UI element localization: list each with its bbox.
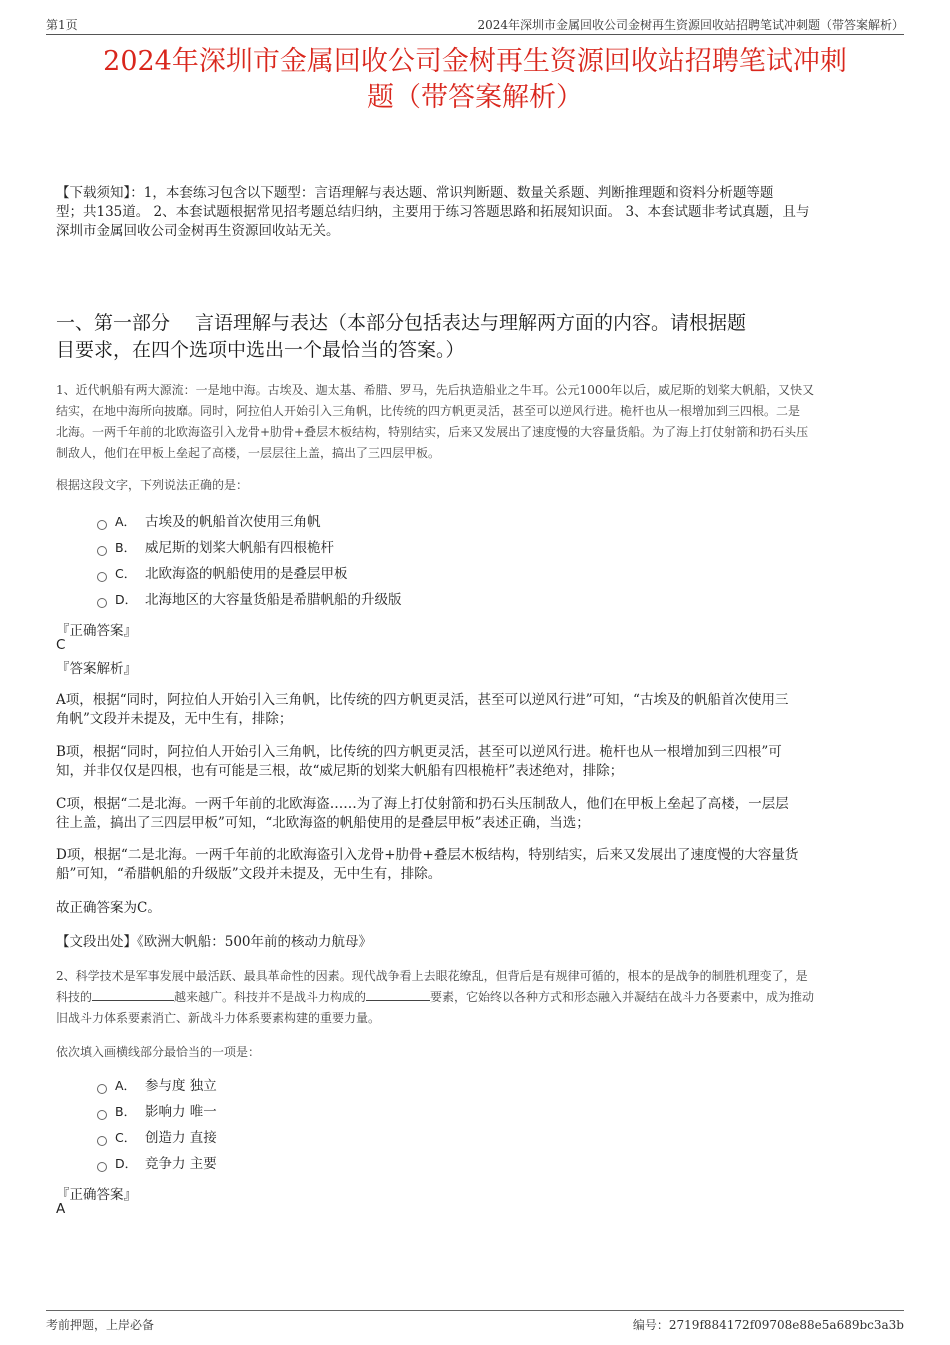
radio-icon[interactable] bbox=[97, 520, 107, 530]
option-key: D． bbox=[115, 1156, 138, 1171]
q2-option-a[interactable] bbox=[97, 1076, 217, 1096]
q1-analysis-d bbox=[56, 846, 898, 884]
q1-prompt: 根据这段文字，下列说法正确的是： bbox=[56, 478, 249, 492]
q1-analysis-b bbox=[56, 743, 898, 781]
page-footer bbox=[46, 1310, 904, 1333]
q1-analysis-label: 『答案解析』 bbox=[56, 661, 137, 677]
title-line-1: 2024年深圳市金属回收公司金树再生资源回收站招聘笔试冲刺 bbox=[103, 46, 847, 77]
download-notice bbox=[56, 184, 900, 241]
analysis-line: 船”可知，“希腊帆船的升级版”文段并未提及，无中生有，排除。 bbox=[56, 866, 442, 882]
q2-stem-line: 科技的 越来越广。科技并不是战斗力构成的 要素，它始终以各种方式和形态融入并凝结在战斗力各要素中，成为推动 bbox=[56, 990, 815, 1004]
q1-stem-line: 制敌人，他们在甲板上垒起了高楼，一层层往上盖，搞出了三四层甲板。 bbox=[56, 446, 441, 460]
q1-option-b[interactable] bbox=[97, 538, 334, 558]
option-key: B． bbox=[115, 1104, 137, 1119]
q1-stem bbox=[56, 380, 900, 464]
option-text: 参与度 独立 bbox=[145, 1078, 217, 1094]
q2-stem bbox=[56, 966, 900, 1029]
option-text: 北欧海盗的帆船使用的是叠层甲板 bbox=[145, 566, 348, 582]
q1-analysis-a bbox=[56, 691, 898, 729]
notice-line-1: 【下载须知】：1，本套练习包含以下题型：言语理解与表达题、常识判断题、数量关系题、判断推理题和资料分析题等题 bbox=[56, 185, 774, 201]
option-key: B． bbox=[115, 540, 137, 555]
analysis-line: 往上盖，搞出了三四层甲板”可知，“北欧海盗的帆船使用的是叠层甲板”表述正确，当选； bbox=[56, 815, 590, 831]
q2-answer: A bbox=[56, 1201, 66, 1217]
option-text: 竞争力 主要 bbox=[145, 1156, 217, 1172]
analysis-line: D项，根据“二是北海。一两千年前的北欧海盗引入龙骨+肋骨+叠层木板结构，特别结实，后来又发展出了速度慢的大容量货 bbox=[56, 847, 799, 863]
q1-stem-line: 北海。一两千年前的北欧海盗引入龙骨+肋骨+叠层木板结构，特别结实，后来又发展出了速度慢的大容量货船。为了海上打仗射箭和扔石头压 bbox=[56, 425, 809, 439]
radio-icon[interactable] bbox=[97, 572, 107, 582]
q2-answer-label: 『正确答案』 bbox=[56, 1187, 137, 1203]
q2-stem-line: 旧战斗力体系要素消亡、新战斗力体系要素构建的重要力量。 bbox=[56, 1011, 381, 1025]
analysis-line: A项，根据“同时，阿拉伯人开始引入三角帆，比传统的四方帆更灵活，甚至可以逆风行进”可知，“古埃及的帆船首次使用三 bbox=[56, 692, 789, 708]
q1-stem-line: 结实，在地中海所向披靡。同时，阿拉伯人开始引入三角帆，比传统的四方帆更灵活，甚至可以逆风行进。桅杆也从一根增加到三四根。二是 bbox=[56, 404, 801, 418]
notice-line-2: 型；共135道。 2、本套试题根据常见招考题总结归纳，主要用于练习答题思路和拓展知识面。 3、本套试题非考试真题，且与 bbox=[56, 204, 810, 220]
option-key: C． bbox=[115, 1130, 137, 1145]
radio-icon[interactable] bbox=[97, 1162, 107, 1172]
q1-stem-line: 1、近代帆船有两大源流：一是地中海。古埃及、迦太基、希腊、罗马，先后执造船业之牛耳。公元1000年以后，威尼斯的划桨大帆船，又快又 bbox=[56, 383, 815, 397]
q2-option-c[interactable] bbox=[97, 1128, 217, 1148]
q1-analysis-c bbox=[56, 795, 898, 833]
q2-option-d[interactable] bbox=[97, 1154, 217, 1174]
option-key: A． bbox=[115, 514, 137, 529]
radio-icon[interactable] bbox=[97, 598, 107, 608]
fill-blank[interactable] bbox=[366, 988, 430, 1001]
page-title bbox=[40, 44, 910, 116]
q2-option-b[interactable] bbox=[97, 1102, 217, 1122]
q2-stem-line: 2、科学技术是军事发展中最活跃、最具革命性的因素。现代战争看上去眼花缭乱，但背后是有规律可循的，根本的是战争的制胜机理变了，是 bbox=[56, 969, 808, 983]
q1-source: 【文段出处】《欧洲大帆船：500年前的核动力航母》 bbox=[56, 934, 373, 950]
q1-option-a[interactable] bbox=[97, 512, 321, 532]
radio-icon[interactable] bbox=[97, 546, 107, 556]
q1-conclusion: 故正确答案为C。 bbox=[56, 900, 161, 916]
footer-doc-id: 编号：2719f884172f09708e88e5a689bc3a3b bbox=[632, 1318, 904, 1332]
analysis-line: B项，根据“同时，阿拉伯人开始引入三角帆，比传统的四方帆更灵活，甚至可以逆风行进。桅杆也从一根增加到三四根”可 bbox=[56, 744, 782, 760]
section-heading bbox=[56, 310, 904, 364]
footer-slogan: 考前押题，上岸必备 bbox=[46, 1318, 155, 1332]
notice-line-3: 深圳市金属回收公司金树再生资源回收站无关。 bbox=[56, 223, 340, 239]
header-doc-title: 2024年深圳市金属回收公司金树再生资源回收站招聘笔试冲刺题（带答案解析） bbox=[477, 18, 904, 32]
section-line-1: 一、第一部分 言语理解与表达（本部分包括表达与理解两方面的内容。请根据题 bbox=[56, 312, 747, 334]
q2-prompt: 依次填入画横线部分最恰当的一项是： bbox=[56, 1045, 261, 1059]
analysis-line: 知，并非仅仅是四根，也有可能是三根，故“威尼斯的划桨大帆船有四根桅杆”表述绝对，排除； bbox=[56, 763, 624, 779]
page-header bbox=[46, 16, 904, 35]
option-text: 古埃及的帆船首次使用三角帆 bbox=[145, 514, 321, 530]
title-line-2: 题（带答案解析） bbox=[367, 82, 583, 113]
q1-option-c[interactable] bbox=[97, 564, 348, 584]
option-text: 威尼斯的划桨大帆船有四根桅杆 bbox=[145, 540, 334, 556]
page-number: 第1页 bbox=[46, 18, 78, 32]
analysis-line: 角帆”文段并未提及，无中生有，排除； bbox=[56, 711, 293, 727]
fill-blank[interactable] bbox=[92, 988, 174, 1001]
radio-icon[interactable] bbox=[97, 1084, 107, 1094]
option-text: 北海地区的大容量货船是希腊帆船的升级版 bbox=[145, 592, 402, 608]
option-text: 影响力 唯一 bbox=[145, 1104, 217, 1120]
analysis-line: C项，根据“二是北海。一两千年前的北欧海盗……为了海上打仗射箭和扔石头压制敌人，他们在甲板上垒起了高楼，一层层 bbox=[56, 796, 789, 812]
option-key: C． bbox=[115, 566, 137, 581]
option-text: 创造力 直接 bbox=[145, 1130, 217, 1146]
section-line-2: 目要求，在四个选项中选出一个最恰当的答案。） bbox=[56, 339, 465, 361]
q1-option-d[interactable] bbox=[97, 590, 402, 610]
radio-icon[interactable] bbox=[97, 1136, 107, 1146]
option-key: A． bbox=[115, 1078, 137, 1093]
option-key: D． bbox=[115, 592, 138, 607]
q1-answer-label: 『正确答案』 bbox=[56, 623, 137, 639]
radio-icon[interactable] bbox=[97, 1110, 107, 1120]
q1-answer: C bbox=[56, 637, 66, 653]
